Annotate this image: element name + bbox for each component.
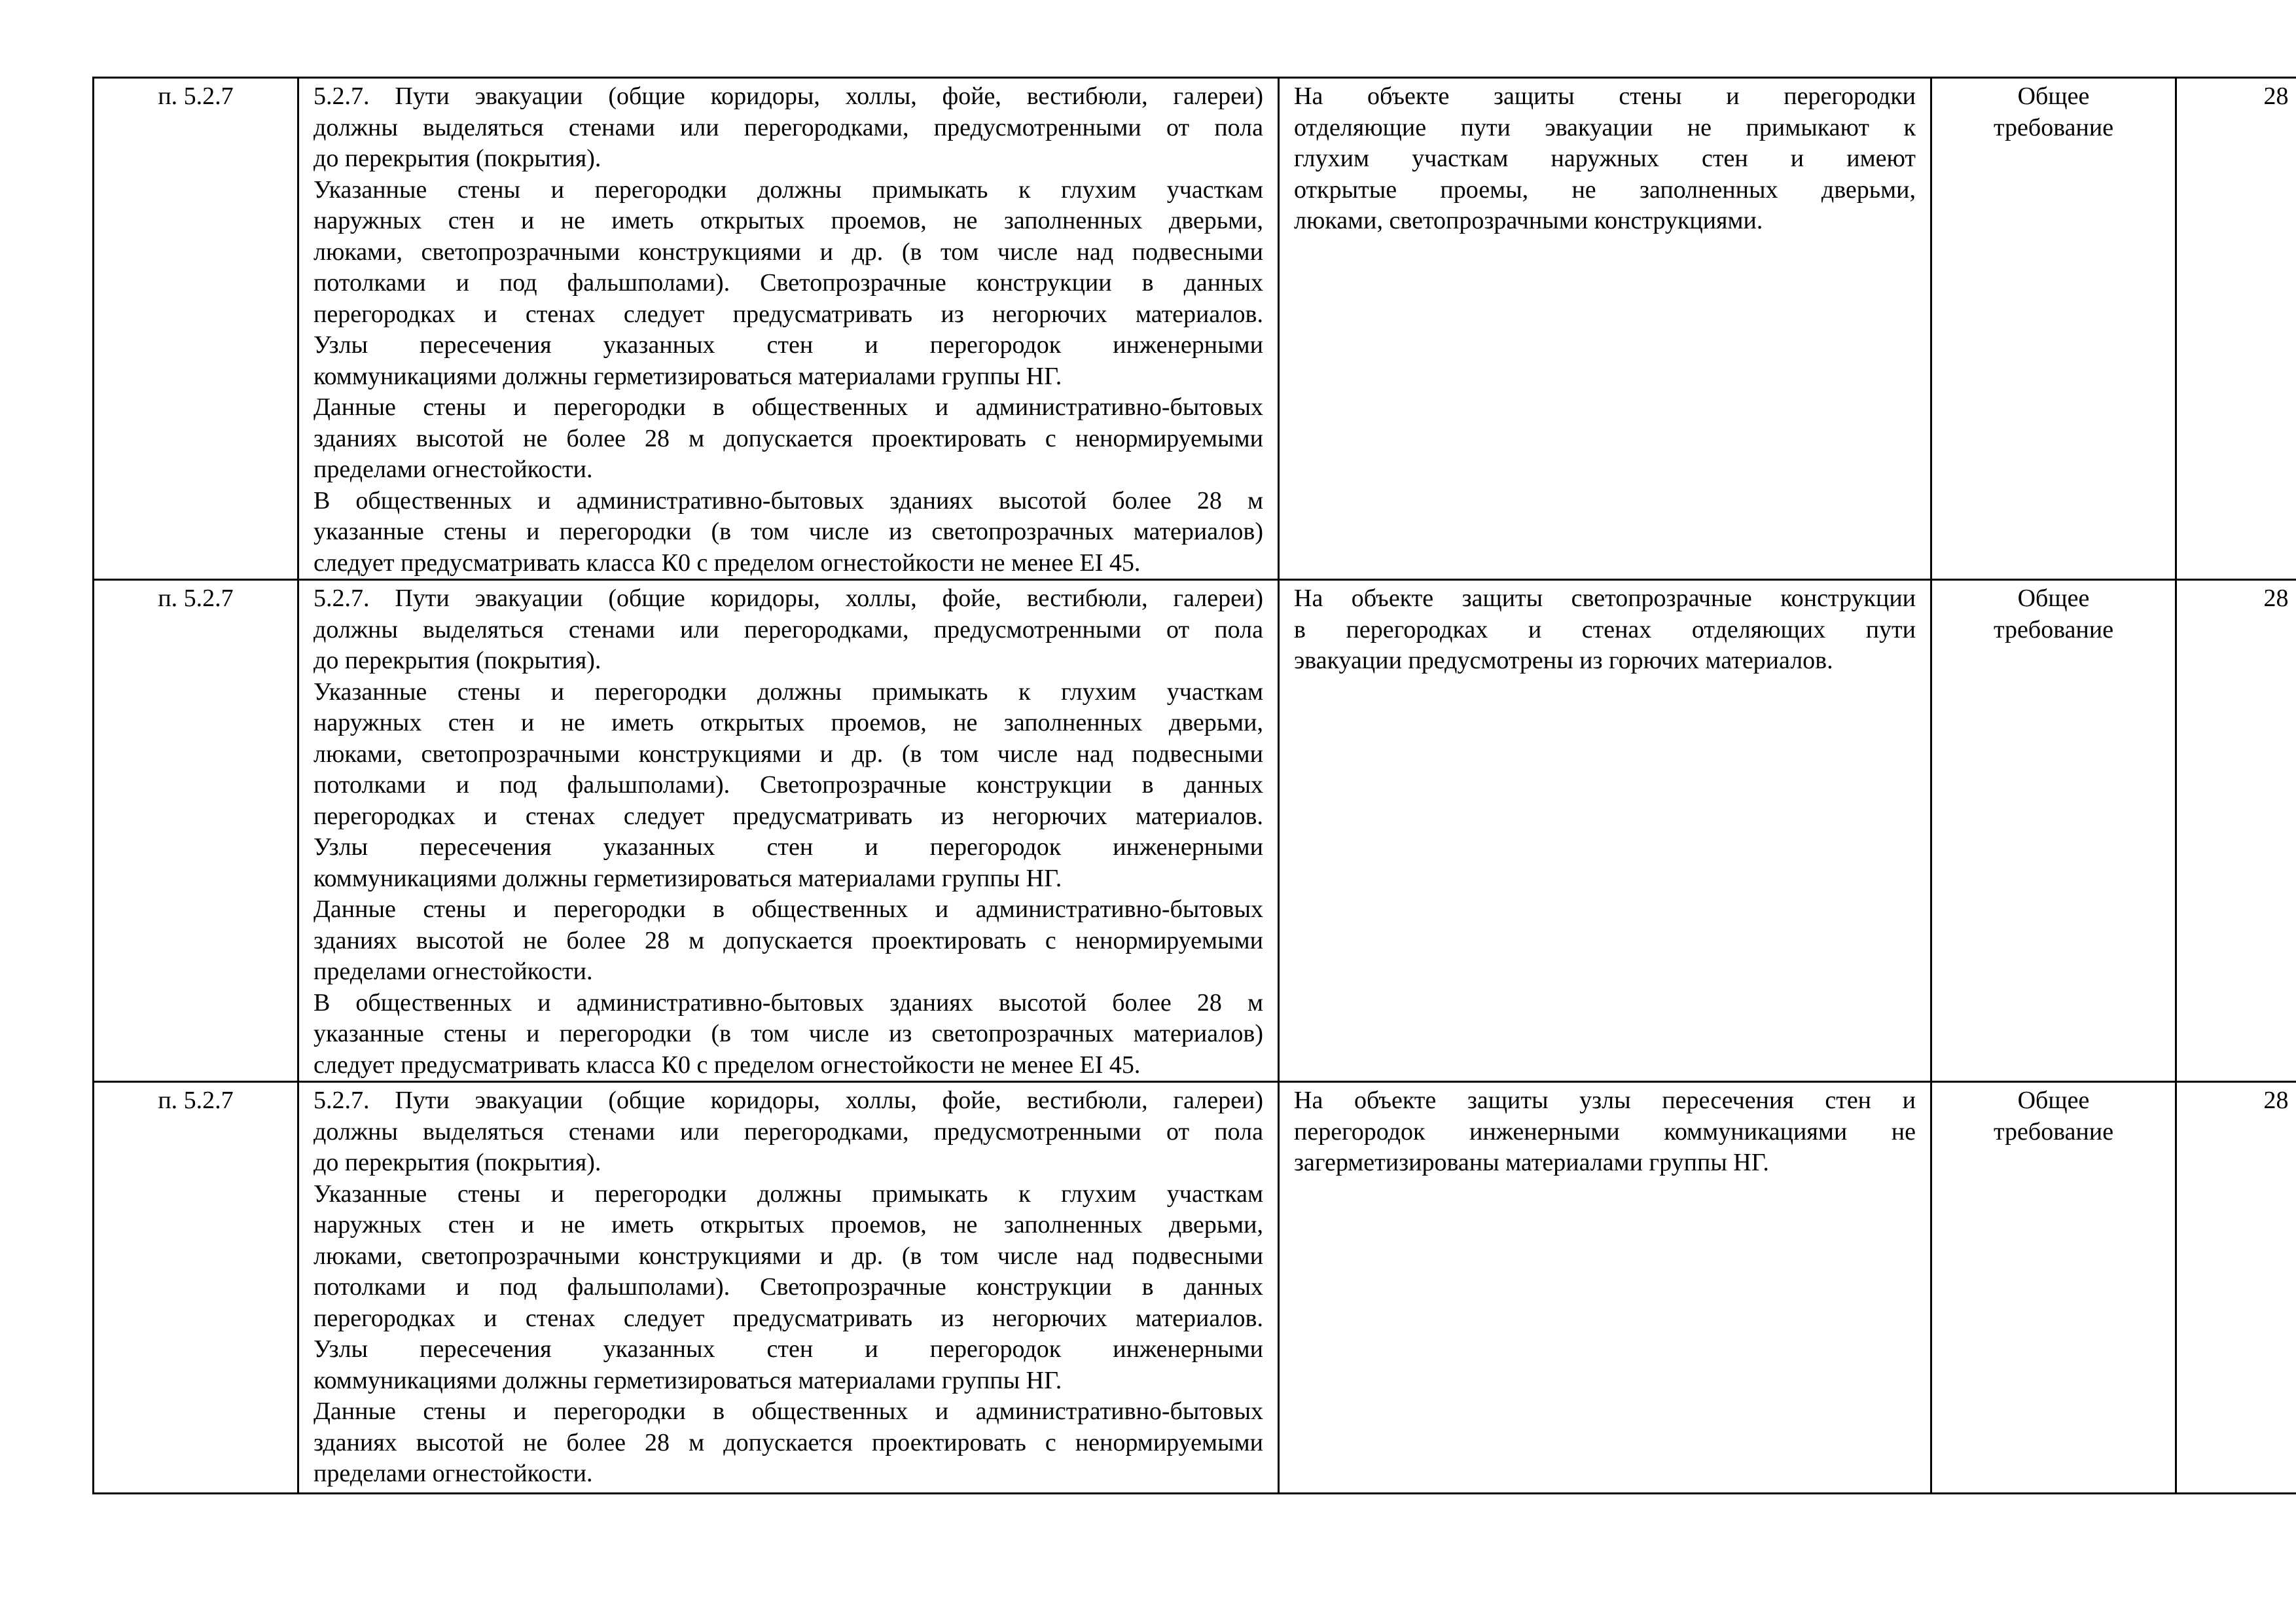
table-row xyxy=(94,580,2296,1082)
violation-description-line: На объекте защиты стены и перегородки xyxy=(1294,82,1916,110)
requirement-text-line: пределами огнестойкости. xyxy=(314,958,593,985)
requirement-text-line: Узлы пересечения указанных стен и перегородок инженерными xyxy=(314,833,1263,861)
requirement-type-line: требование xyxy=(1993,113,2114,141)
requirement-text-line: В общественных и административно-бытовых зданиях высотой более 28 м xyxy=(314,486,1263,514)
violations-table xyxy=(92,77,2296,1494)
requirement-text-line: Указанные стены и перегородки должны примыкать к глухим участкам xyxy=(314,1180,1263,1208)
requirement-type-cell xyxy=(1931,580,2176,1082)
item-number-cell xyxy=(2176,580,2296,1082)
requirement-text-line: 5.2.7. Пути эвакуации (общие коридоры, холлы, фойе, вестибюли, галереи) xyxy=(314,1087,1263,1114)
table-row xyxy=(94,1082,2296,1494)
requirement-text-cell xyxy=(298,78,1279,580)
item-number-cell xyxy=(2176,78,2296,580)
violation-description-cell xyxy=(1279,78,1931,580)
requirement-text-line: до перекрытия (покрытия). xyxy=(314,1149,601,1176)
requirement-text-line: потолками и под фальшполами). Светопрозрачные конструкции в данных xyxy=(314,1273,1263,1301)
requirement-type-line: требование xyxy=(1993,1117,2114,1146)
requirement-text-line: указанные стены и перегородки (в том числе из светопрозрачных материалов) xyxy=(314,1020,1263,1047)
requirement-text-line: 5.2.7. Пути эвакуации (общие коридоры, холлы, фойе, вестибюли, галереи) xyxy=(314,82,1263,110)
violation-description-line: На объекте защиты светопрозрачные конструкции xyxy=(1294,585,1916,612)
requirement-text-line: наружных стен и не иметь открытых проемов, не заполненных дверьми, xyxy=(314,1211,1263,1238)
item-number: 28 xyxy=(2263,1087,2289,1114)
requirement-text-line: 5.2.7. Пути эвакуации (общие коридоры, холлы, фойе, вестибюли, галереи) xyxy=(314,585,1263,612)
clause-reference-cell xyxy=(94,78,298,580)
requirement-type-line: Общее xyxy=(2017,82,2090,110)
violation-description-line: отделяющие пути эвакуации не примыкают к xyxy=(1294,113,1916,141)
violation-description-cell xyxy=(1279,580,1931,1082)
requirement-text-line: люками, светопрозрачными конструкциями и др. (в том числе над подвесными xyxy=(314,238,1263,266)
requirement-type-line: требование xyxy=(1993,615,2114,643)
requirement-text-line: Указанные стены и перегородки должны примыкать к глухим участкам xyxy=(314,677,1263,706)
requirement-text-line: перегородках и стенах следует предусматривать из негорючих материалов. xyxy=(314,300,1263,328)
requirement-text-line: указанные стены и перегородки (в том числе из светопрозрачных материалов) xyxy=(314,518,1263,545)
requirement-text-line: пределами огнестойкости. xyxy=(314,456,593,483)
violations-table-body xyxy=(94,78,2296,1494)
violation-description-line: люками, светопрозрачными конструкциями. xyxy=(1294,207,1763,234)
requirement-text-line: наружных стен и не иметь открытых проемов, не заполненных дверьми, xyxy=(314,709,1263,736)
violation-description-line: перегородок инженерными коммуникациями не xyxy=(1294,1117,1916,1146)
requirement-text-line: наружных стен и не иметь открытых проемов, не заполненных дверьми, xyxy=(314,207,1263,234)
requirement-text-line: Узлы пересечения указанных стен и перегородок инженерными xyxy=(314,331,1263,359)
violation-description-line: в перегородках и стенах отделяющих пути xyxy=(1294,615,1916,643)
requirement-text-line: потолками и под фальшполами). Светопрозрачные конструкции в данных xyxy=(314,771,1263,799)
requirement-text-line: Указанные стены и перегородки должны примыкать к глухим участкам xyxy=(314,175,1263,204)
requirement-text-line: должны выделяться стенами или перегородками, предусмотренными от пола xyxy=(314,1117,1263,1146)
clause-reference: п. 5.2.7 xyxy=(158,1087,234,1114)
requirement-text-line: следует предусматривать класса К0 с пределом огнестойкости не менее EI 45. xyxy=(314,1051,1141,1079)
requirement-text-line: коммуникациями должны герметизироваться материалами группы НГ. xyxy=(314,362,1062,390)
item-number: 28 xyxy=(2263,82,2289,110)
requirement-text-line: зданиях высотой не более 28 м допускается проектировать с ненормируемыми xyxy=(314,424,1263,452)
requirement-text-line: коммуникациями должны герметизироваться материалами группы НГ. xyxy=(314,1366,1062,1394)
violation-description-line: открытые проемы, не заполненных дверьми, xyxy=(1294,175,1916,204)
requirement-text-line: люками, светопрозрачными конструкциями и др. (в том числе над подвесными xyxy=(314,740,1263,768)
clause-reference-cell xyxy=(94,1082,298,1494)
requirement-text-line: перегородках и стенах следует предусматривать из негорючих материалов. xyxy=(314,802,1263,830)
requirement-text-line: В общественных и административно-бытовых зданиях высотой более 28 м xyxy=(314,988,1263,1017)
clause-reference-cell xyxy=(94,580,298,1082)
requirement-text-line: пределами огнестойкости. xyxy=(314,1460,593,1487)
requirement-text-line: до перекрытия (покрытия). xyxy=(314,647,601,674)
table-row xyxy=(94,78,2296,580)
requirement-text-line: должны выделяться стенами или перегородками, предусмотренными от пола xyxy=(314,615,1263,643)
violation-description-line: загерметизированы материалами группы НГ. xyxy=(1294,1149,1769,1176)
requirement-type-line: Общее xyxy=(2017,1087,2090,1114)
requirement-text-line: перегородках и стенах следует предусматривать из негорючих материалов. xyxy=(314,1304,1263,1332)
clause-reference: п. 5.2.7 xyxy=(158,585,234,612)
requirement-type-line: Общее xyxy=(2017,585,2090,612)
requirement-text-cell xyxy=(298,1082,1279,1494)
requirement-text-line: должны выделяться стенами или перегородками, предусмотренными от пола xyxy=(314,113,1263,141)
requirement-text-line: Узлы пересечения указанных стен и перегородок инженерными xyxy=(314,1335,1263,1363)
requirement-text-line: Данные стены и перегородки в общественных и административно-бытовых xyxy=(314,1398,1263,1425)
requirement-type-cell xyxy=(1931,1082,2176,1494)
requirement-text-line: коммуникациями должны герметизироваться материалами группы НГ. xyxy=(314,864,1062,892)
requirement-text-line: зданиях высотой не более 28 м допускается проектировать с ненормируемыми xyxy=(314,926,1263,954)
requirement-text-line: Данные стены и перегородки в общественных и административно-бытовых xyxy=(314,393,1263,421)
violation-description-cell xyxy=(1279,1082,1931,1494)
requirement-text-line: до перекрытия (покрытия). xyxy=(314,145,601,172)
item-number-cell xyxy=(2176,1082,2296,1494)
requirement-type-cell xyxy=(1931,78,2176,580)
requirement-text-line: потолками и под фальшполами). Светопрозрачные конструкции в данных xyxy=(314,269,1263,297)
requirement-text-line: следует предусматривать класса К0 с пределом огнестойкости не менее EI 45. xyxy=(314,549,1141,577)
requirement-text-line: люками, светопрозрачными конструкциями и др. (в том числе над подвесными xyxy=(314,1242,1263,1270)
requirement-text-cell xyxy=(298,580,1279,1082)
item-number: 28 xyxy=(2263,585,2289,612)
violation-description-line: эвакуации предусмотрены из горючих материалов. xyxy=(1294,647,1833,674)
clause-reference: п. 5.2.7 xyxy=(158,82,234,110)
requirement-text-line: Данные стены и перегородки в общественных и административно-бытовых xyxy=(314,895,1263,923)
requirement-text-line: зданиях высотой не более 28 м допускается проектировать с ненормируемыми xyxy=(314,1428,1263,1456)
violation-description-line: На объекте защиты узлы пересечения стен и xyxy=(1294,1087,1916,1114)
violation-description-line: глухим участкам наружных стен и имеют xyxy=(1294,145,1916,172)
